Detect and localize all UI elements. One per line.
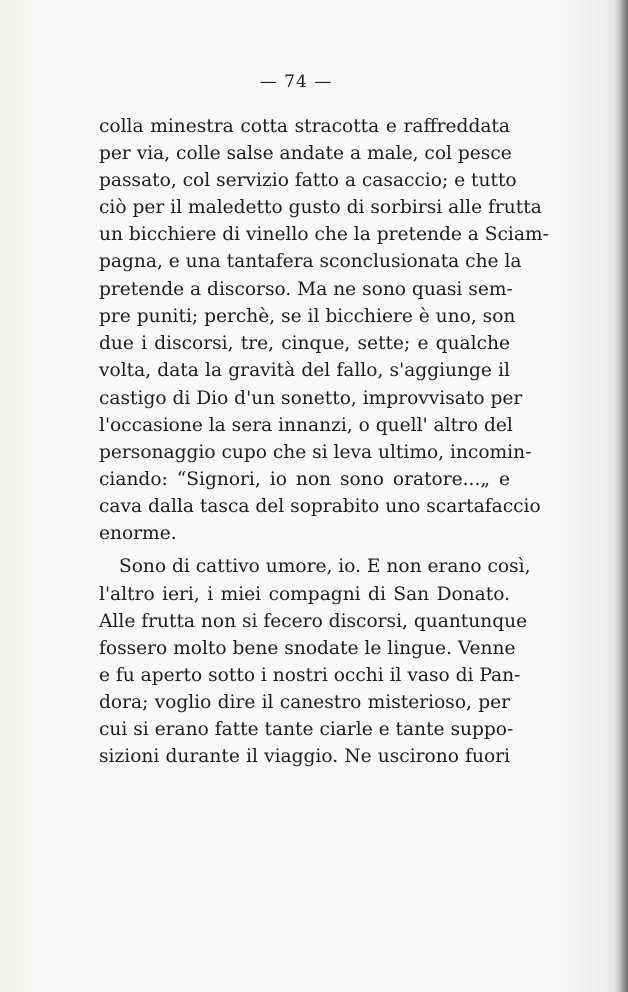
text-line: volta, data la gravità del fallo, s'aggiunge il [99, 360, 510, 381]
text-line: fossero molto bene snodate le lingue. Venne [99, 638, 516, 659]
text-line: colla minestra cotta stracotta e raffreddata [99, 116, 510, 137]
text-line: sizioni durante il viaggio. Ne uscirono fuori [99, 746, 510, 767]
text-line: ciò per il maledetto gusto di sorbirsi alle frutta [99, 197, 542, 218]
text-line: castigo di Dio d'un sonetto, improvvisato per [99, 388, 523, 409]
text-line: pre puniti; perchè, se il bicchiere è uno, son [99, 306, 516, 327]
text-line: ciando: “Signori, io non sono oratore...„ e [99, 469, 510, 490]
text-line: passato, col servizio fatto a casaccio; e tutto [99, 170, 517, 191]
page-edge-shadow [614, 0, 628, 992]
text-line: due i discorsi, tre, cinque, sette; e qualche [99, 333, 510, 354]
page-number: — 74 — [259, 72, 333, 92]
text-line: personaggio cupo che si leva ultimo, incomin- [99, 442, 532, 463]
text-line: e fu aperto sotto i nostri occhi il vaso di Pan- [99, 665, 521, 686]
text-line: dora; voglio dire il canestro misterioso, per [99, 692, 510, 713]
text-line: un bicchiere di vinello che la pretende a Sciam- [99, 224, 549, 245]
text-line: l'occasione la sera innanzi, o quell' altro del [99, 415, 513, 436]
text-line: cava dalla tasca del soprabito uno scartafaccio [99, 496, 541, 517]
text-line: Sono di cattivo umore, io. E non erano così, [119, 556, 531, 577]
text-line: pretende a discorso. Ma ne sono quasi sem- [99, 279, 513, 300]
text-line: Alle frutta non si fecero discorsi, quantunque [99, 611, 528, 632]
text-line: enorme. [99, 523, 177, 544]
text-line: cui si erano fatte tante ciarle e tante suppo- [99, 719, 514, 740]
text-line: pagna, e una tantafera sconclusionata che la [99, 251, 522, 272]
text-line: per via, colle salse andate a male, col pesce [99, 143, 512, 164]
text-line: l'altro ieri, i miei compagni di San Donato. [99, 584, 510, 605]
